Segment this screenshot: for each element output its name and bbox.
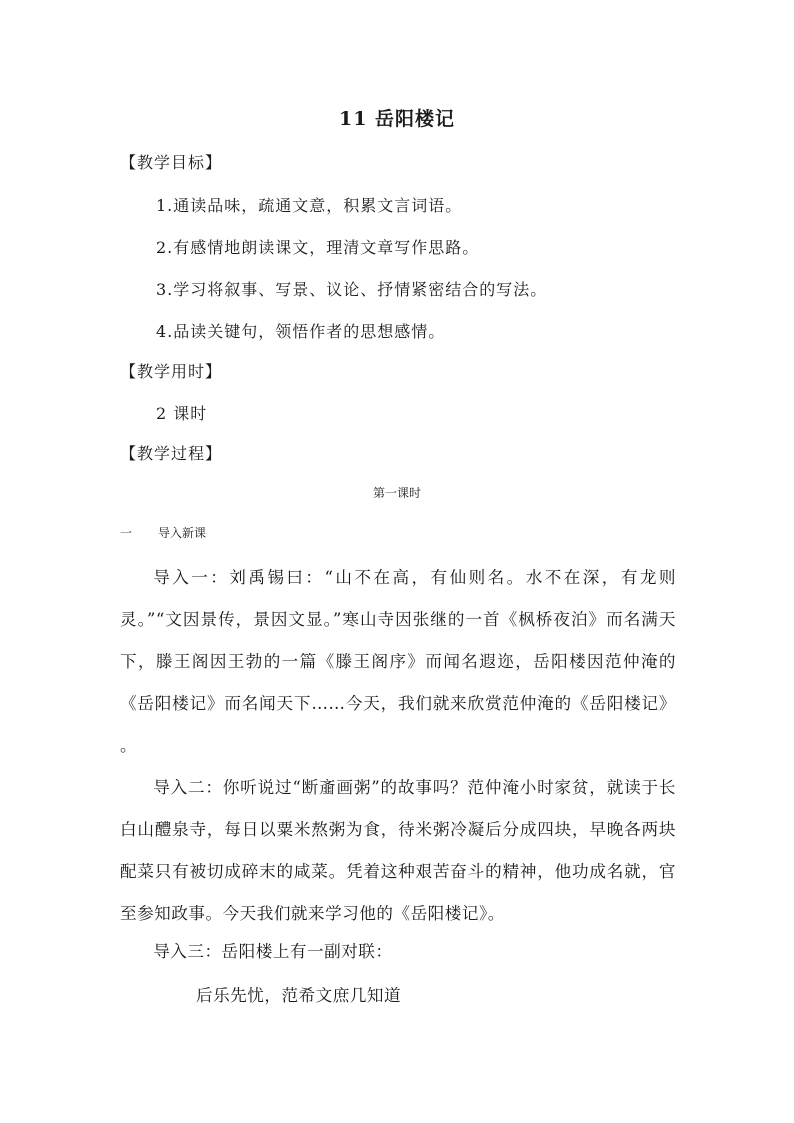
part-number: 一	[120, 526, 133, 540]
part-heading	[120, 524, 206, 541]
time-value: 2 课时	[156, 404, 208, 423]
couplet-line: 后乐先忧，范希文庶几知道	[196, 986, 402, 1005]
section-heading-goals: 【教学目标】	[120, 153, 223, 172]
goal-item-3: 3.学习将叙事、写景、议论、抒情紧密结合的写法。	[156, 280, 548, 299]
paragraph-intro-2: 导入二：你听说过“断齑画粥”的故事吗？范仲淹小时家贫，就读于长白山醴泉寺，每日以粟米熬粥为食，待米粥冷凝后分成四块，早晚各两块配菜只有被切成碎末的咸菜。凭着这种艰苦奋斗的精神，他功成名就，官至参知政事。今天我们就来学习他的《岳阳楼记》。	[120, 778, 676, 923]
part-label: 导入新课	[158, 526, 207, 540]
section-heading-process: 【教学过程】	[120, 444, 223, 463]
paragraph-intro-1: 导入一：刘禹锡曰：“山不在高，有仙则名。水不在深，有龙则灵。”“文因景传，景因文显。”寒山寺因张继的一首《枫桥夜泊》而名满天下，滕王阁因王勃的一篇《滕王阁序》而闻名遐迩，岳阳楼因范仲淹的《岳阳楼记》而名闻天下……今天，我们就来欣赏范仲淹的《岳阳楼记》 。	[120, 568, 676, 755]
goal-item-2: 2.有感情地朗读课文，理清文章写作思路。	[156, 238, 480, 257]
document-title: 11 岳阳楼记	[338, 108, 456, 130]
goal-item-1: 1.通读品味，疏通文意，积累文言词语。	[156, 196, 463, 215]
paragraph-intro-3: 导入三：岳阳楼上有一副对联：	[153, 942, 393, 961]
goal-item-4: 4.品读关键句，领悟作者的思想感情。	[156, 322, 446, 341]
section-heading-time: 【教学用时】	[120, 362, 223, 381]
lesson-label: 第一课时	[372, 486, 421, 500]
